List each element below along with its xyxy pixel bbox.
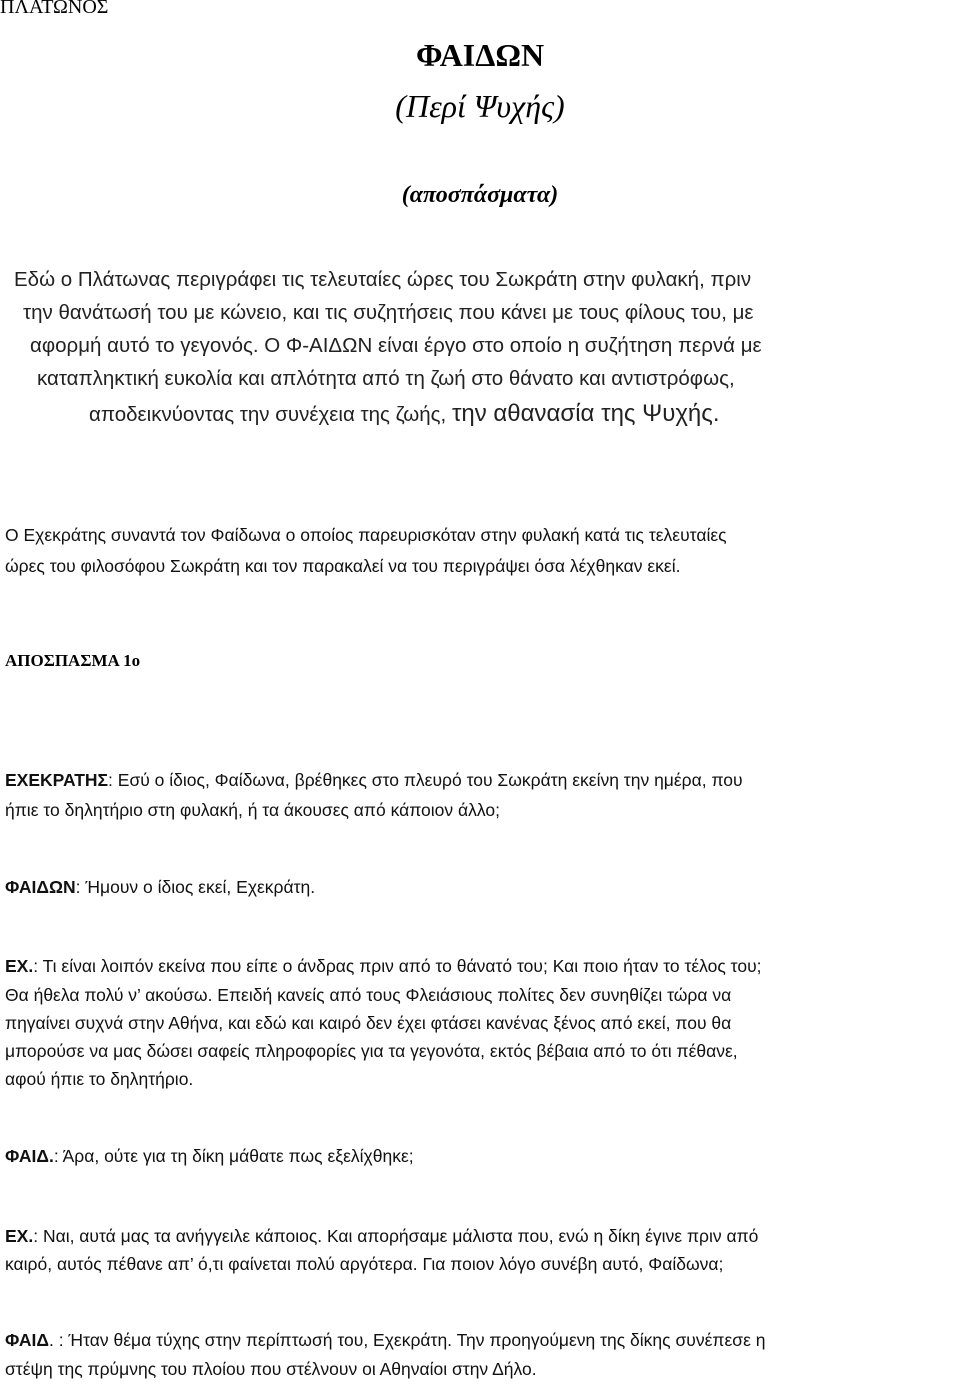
section-heading: ΑΠΟΣΠΑΣΜΑ 1ο: [5, 651, 141, 670]
dialogue-text: : Ναι, αυτά μας τα ανήγγειλε κάποιος. Και απορήσαμε μάλιστα που, ενώ η δίκη έγινε πριν από: [33, 1226, 759, 1246]
dialogue-text: : Ήμουν ο ίδιος εκεί, Εχεκράτη.: [75, 877, 316, 897]
intro-line: καταπληκτική ευκολία και απλότητα από τη ζωή στο θάνατο και αντιστρόφως,: [37, 367, 735, 390]
dialogue-text: : Άρα, ούτε για τη δίκη μάθατε πως εξελίχθηκε;: [53, 1146, 414, 1166]
speaker-name: ΦΑΙΔ: [5, 1330, 49, 1350]
dialogue-line: [5, 770, 743, 791]
document-title: ΦΑΙΔΩΝ: [415, 37, 545, 73]
intro-line: Εδώ ο Πλάτωνας περιγράφει τις τελευταίες ώρες του Σωκράτη στην φυλακή, πριν: [14, 268, 752, 291]
dialogue-line: αφού ήπιε το δηλητήριο.: [5, 1069, 194, 1089]
document-subtitle: (Περί Ψυχής): [395, 88, 565, 124]
intro-line: αφορμή αυτό το γεγονός. Ο Φ-ΑΙΔΩΝ είναι έργο στο οποίο η συζήτηση περνά με: [30, 334, 762, 357]
speaker-name: ΦΑΙΔΩΝ: [5, 877, 76, 897]
dialogue-line: [5, 956, 762, 977]
dialogue-text: : Εσύ ο ίδιος, Φαίδωνα, βρέθηκες στο πλευρό του Σωκράτη εκείνη την ημέρα, που: [108, 770, 743, 790]
intro-line: [89, 400, 720, 428]
dialogue-line: μπορούσε να μας δώσει σαφείς πληροφορίες για τα γεγονότα, εκτός βέβαια από το ότι πέθανε,: [5, 1041, 738, 1061]
author-name: ΠΛΑΤΩΝΟΣ: [0, 0, 109, 18]
speaker-name: ΕΧ.: [5, 1226, 34, 1246]
dialogue-line: ήπιε το δηλητήριο στη φυλακή, ή τα άκουσες από κάποιον άλλο;: [5, 800, 500, 820]
dialogue-line: στέψη της πρύμνης του πλοίου που στέλνουν οι Αθηναίοι στην Δήλο.: [5, 1359, 537, 1379]
dialogue-line: [5, 1226, 758, 1247]
speaker-name: ΦΑΙΔ.: [5, 1146, 54, 1166]
context-line: ώρες του φιλοσόφου Σωκράτη και τον παρακαλεί να του περιγράψει όσα λέχθηκαν εκεί.: [5, 556, 681, 576]
dialogue-text: : Τι είναι λοιπόν εκείνα που είπε ο άνδρας πριν από το θάνατό του; Και ποιο ήταν το τέλος του;: [33, 956, 762, 976]
dialogue-line: καιρό, αυτός πέθανε απ’ ό,τι φαίνεται πολύ αργότερα. Για ποιον λόγο συνέβη αυτό, Φαίδωνα;: [5, 1254, 724, 1274]
intro-text: αποδεικνύοντας την συνέχεια της ζωής,: [89, 403, 452, 426]
speaker-name: ΕΧ.: [5, 956, 34, 976]
speaker-name: ΕΧΕΚΡΑΤΗΣ: [5, 770, 109, 790]
intro-emphasis: την αθανασία της Ψυχής.: [451, 400, 720, 427]
dialogue-line: πηγαίνει συχνά στην Αθήνα, και εδώ και καιρό δεν έχει φτάσει κανένας ξένος από εκεί, που θα: [5, 1013, 732, 1033]
dialogue-line: [5, 1330, 765, 1351]
dialogue-line: [5, 1146, 414, 1167]
dialogue-text: . : Ήταν θέμα τύχης στην περίπτωσή του, Εχεκράτη. Την προηγούμενη της δίκης συνέπεσε η: [48, 1330, 766, 1350]
dialogue-line: Θα ήθελα πολύ ν’ ακούσω. Επειδή κανείς από τους Φλειάσιους πολίτες δεν συνηθίζει τώρα να: [5, 985, 732, 1005]
dialogue-line: [5, 877, 315, 898]
context-line: Ο Εχεκράτης συναντά τον Φαίδωνα ο οποίος παρευρισκόταν στην φυλακή κατά τις τελευταίες: [5, 525, 727, 545]
intro-line: την θανάτωσή του με κώνειο, και τις συζητήσεις που κάνει με τους φίλους του, με: [23, 301, 754, 324]
fragments-label: (αποσπάσματα): [401, 182, 559, 208]
